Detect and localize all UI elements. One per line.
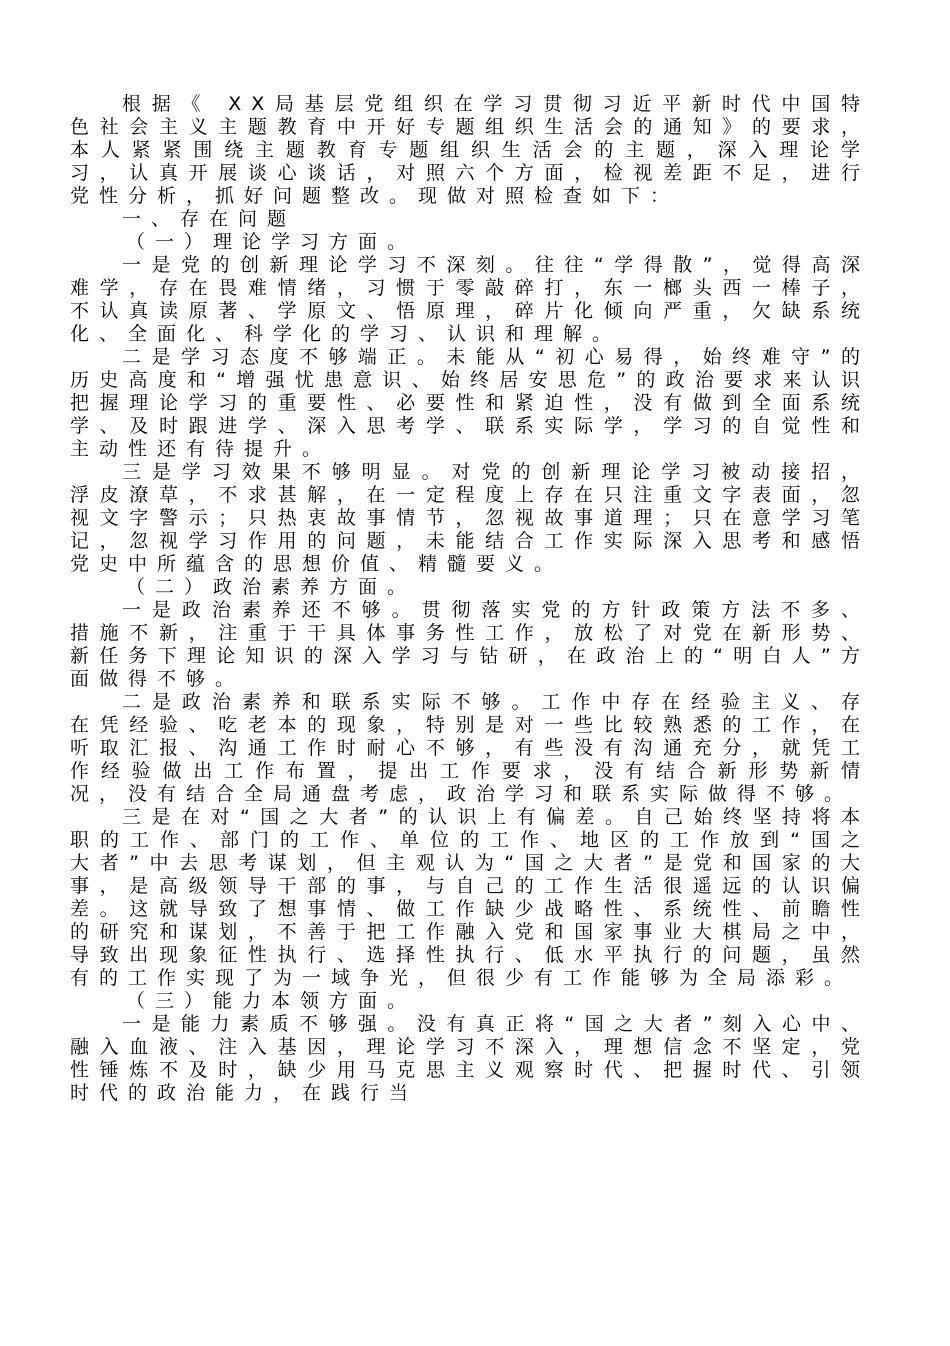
subsection-heading-politics: （二）政治素养方面。: [126, 576, 417, 598]
document-page: [70, 93, 870, 1105]
ability-paragraph-1: 一是能力素质不够强。没有真正将“国之大者”刻入心中、融入血液、注入基因，理论学习不深入，理想信念不坚定，党性锤炼不及时，缺少用马克思主义观察时代、把握时代、引领时代的政治能力，在践行当: [70, 1013, 870, 1104]
theory-paragraph-3: 三是学习效果不够明显。对党的创新理论学习被动接招，浮皮潦草，不求甚解，在一定程度上存在只注重文字表面，忽视文字警示；只热衷故事情节，忽视故事道理；只在意学习笔记，忽视学习作用的问题，未能结合工作实际深入思考和感悟党史中所蕴含的思想价值、精髓要义。: [70, 461, 870, 575]
subsection-heading-theory: （一）理论学习方面。: [126, 231, 417, 253]
politics-paragraph-2: 二是政治素养和联系实际不够。工作中存在经验主义、存在凭经验、吃老本的现象，特别是对一些比较熟悉的工作，在听取汇报、沟通工作时耐心不够，有些没有沟通充分，就凭工作经验做出工作布置，提出工作要求，没有结合新形势新情况，没有结合全局通盘考虑，政治学习和联系实际做得不够。: [70, 691, 870, 805]
theory-paragraph-1: 一是党的创新理论学习不深刻。往往“学得散”，觉得高深难学，存在畏难情绪，习惯于零敲碎打，东一榔头西一棒子，不认真读原著、学原文、悟原理，碎片化倾向严重，欠缺系统化、全面化、科学化的学习、认识和理解。: [70, 254, 870, 345]
politics-paragraph-1: 一是政治素养还不够。贯彻落实党的方针政策方法不多、措施不新，注重于干具体事务性工作，放松了对党在新形势、新任务下理论知识的深入学习与钻研，在政治上的“明白人”方面做得不够。: [70, 599, 870, 690]
intro-paragraph: 根据《 XX局基层党组织在学习贯彻习近平新时代中国特色社会主义主题教育中开好专题组织生活会的通知》的要求，本人紧紧围绕主题教育专题组织生活会的主题，深入理论学习，认真开展谈心谈话，对照六个方面，检视差距不足，进行党性分析，抓好问题整改。现做对照检查如下：: [70, 93, 870, 207]
theory-paragraph-2: 二是学习态度不够端正。未能从“初心易得，始终难守”的历史高度和“增强忧患意识、始终居安思危”的政治要求来认识把握理论学习的重要性、必要性和紧迫性，没有做到全面系统学、及时跟进学、深入思考学、联系实际学，学习的自觉性和主动性还有待提升。: [70, 346, 870, 460]
section-heading-problems: 一、存在问题: [122, 208, 297, 230]
politics-paragraph-3: 三是在对“国之大者”的认识上有偏差。自己始终坚持将本职的工作、部门的工作、单位的工作、地区的工作放到“国之大者”中去思考谋划，但主观认为“国之大者”是党和国家的大事，是高级领导干部的事，与自己的工作生活很遥远的认识偏差。这就导致了想事情、做工作缺少战略性、系统性、前瞻性的研究和谋划，不善于把工作融入党和国家事业大棋局之中，导致出现象征性执行、选择性执行、低水平执行的问题，虽然有的工作实现了为一域争光，但很少有工作能够为全局添彩。: [70, 806, 870, 989]
subsection-heading-ability: （三）能力本领方面。: [126, 990, 417, 1012]
